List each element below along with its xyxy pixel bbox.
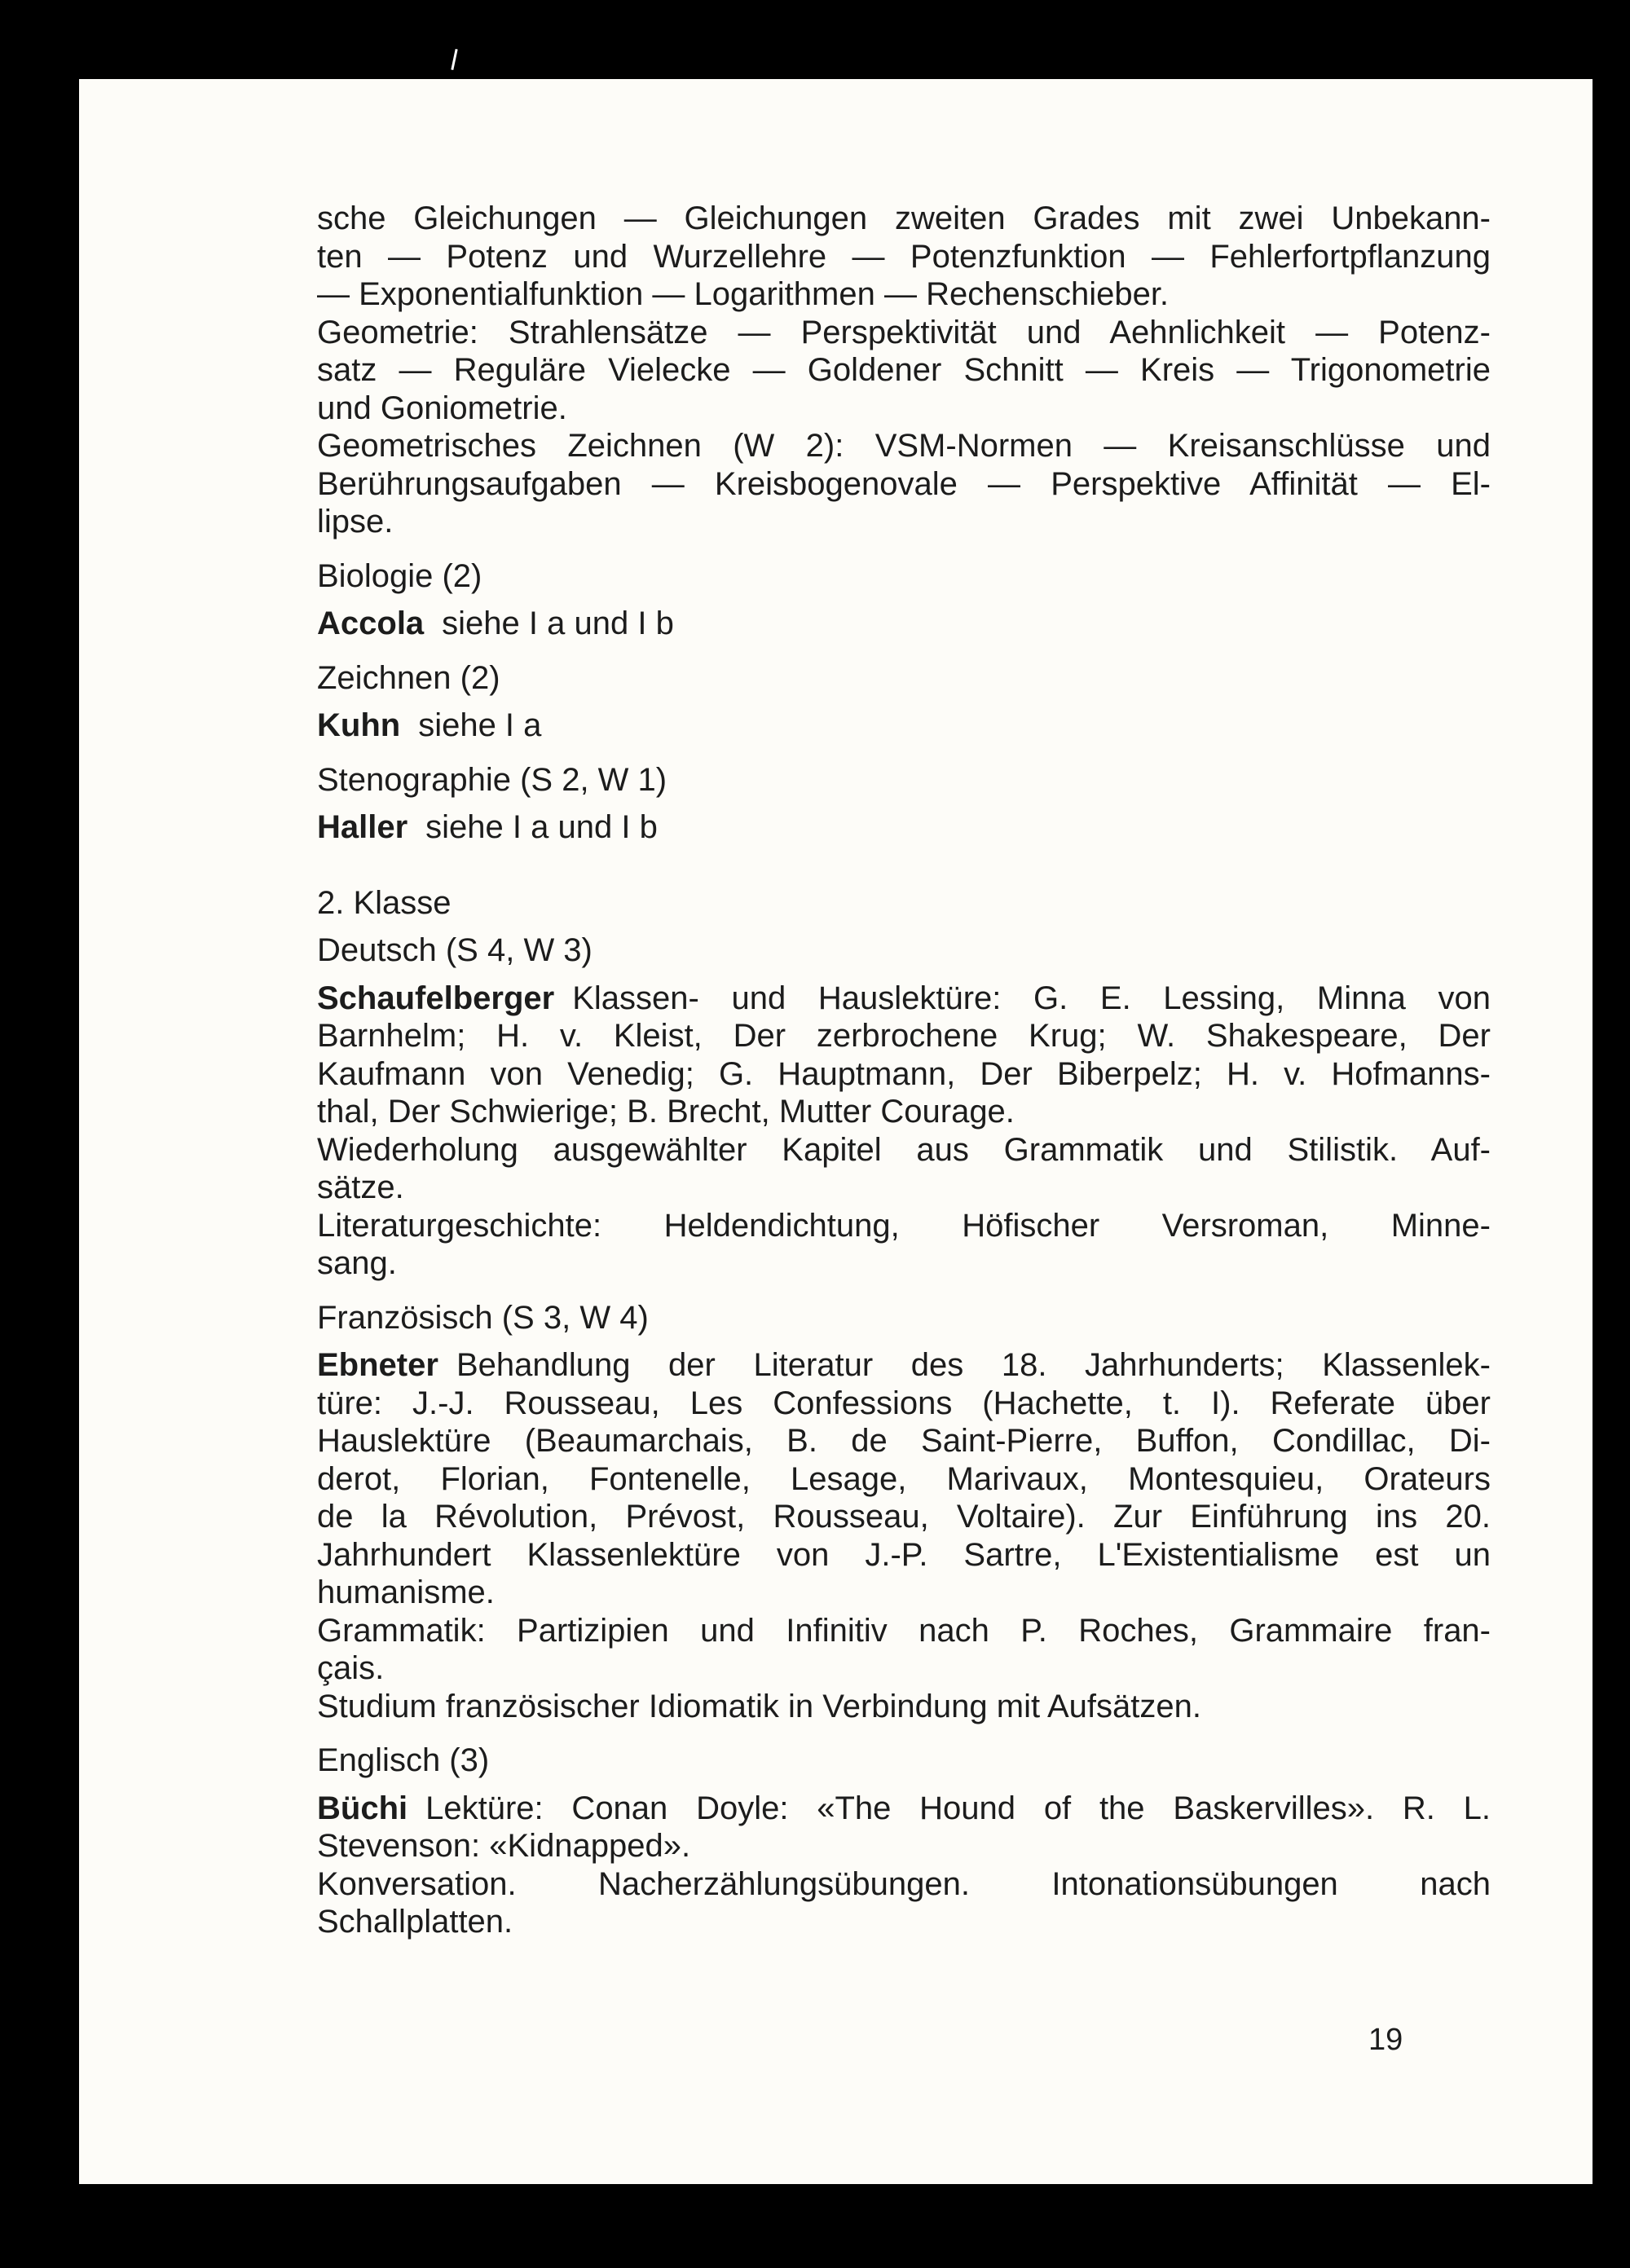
text-line: sche Gleichungen — Gleichungen zweiten Grades mit zwei Unbekann- [317,200,1491,236]
text-line: Kaufmann von Venedig; G. Hauptmann, Der Biberpelz; H. v. Hofmanns- [317,1055,1491,1092]
teacher-name: Schaufelberger [317,980,555,1016]
text-line: Geometrie: Strahlensätze — Perspektivität und Aehnlichkeit — Potenz- [317,314,1491,350]
text-line: Geometrisches Zeichnen (W 2): VSM-Normen — Kreisanschlüsse und [317,428,1491,464]
subject-heading-deutsch: Deutsch (S 4, W 3) [317,932,593,968]
teacher-text: siehe I a und I b [442,606,674,641]
teacher-entry-biologie [317,605,1491,643]
document-page [79,79,1593,2184]
text-line: derot, Florian, Fontenelle, Lesage, Marivaux, Montesquieu, Orateurs [317,1460,1491,1497]
subject-heading-zeichnen: Zeichnen (2) [317,659,500,696]
text-line: Hauslektüre (Beaumarchais, B. de Saint-Pierre, Buffon, Condillac, Di- [317,1423,1491,1459]
page-content [317,200,1491,1941]
text-line: Barnhelm; H. v. Kleist, Der zerbrochene Krug; W. Shakespeare, Der [317,1018,1491,1054]
teacher-name: Kuhn [317,707,401,743]
text-line: çais. [317,1650,385,1686]
text-line: Wiederholung ausgewählter Kapitel aus Grammatik und Stilistik. Auf- [317,1131,1491,1168]
text-line: Schallplatten. [317,1904,513,1940]
teacher-text: siehe I a und I b [425,809,658,845]
text-line: türe: J.-J. Rousseau, Les Confessions (Hachette, t. I). Referate über [317,1385,1491,1421]
teacher-name: Haller [317,809,408,845]
text-line: de la Révolution, Prévost, Rousseau, Voltaire). Zur Einführung ins 20. [317,1499,1491,1535]
subject-body-franzoesisch [317,1346,1491,1725]
page-number: 19 [1368,2023,1403,2057]
text-line: Grammatik: Partizipien und Infinitiv nach P. Roches, Grammaire fran- [317,1612,1491,1649]
subject-heading-franzoesisch: Französisch (S 3, W 4) [317,1299,649,1336]
text-line: Literaturgeschichte: Heldendichtung, Höfischer Versroman, Minne- [317,1207,1491,1244]
scan-mark [451,49,457,70]
text-line: thal, Der Schwierige; B. Brecht, Mutter Courage. [317,1094,1015,1130]
text-line: — Exponentialfunktion — Logarithmen — Rechenschieber. [317,276,1170,312]
subject-body-deutsch [317,980,1491,1283]
text-run: Behandlung der Literatur des 18. Jahrhunderts; Klassenlek- [456,1347,1491,1383]
text-line: Stevenson: «Kidnapped». [317,1828,691,1864]
teacher-name: Büchi [317,1790,408,1826]
text-line [317,1790,1491,1828]
math-paragraph [317,200,1491,541]
teacher-text: siehe I a [418,707,542,743]
teacher-name: Accola [317,606,425,641]
text-line [317,980,1491,1018]
teacher-entry-stenographie [317,808,1491,847]
text-line: und Goniometrie. [317,390,567,426]
text-line: humanisme. [317,1574,495,1610]
subject-heading-stenographie: Stenographie (S 2, W 1) [317,761,667,798]
text-run: Lektüre: Conan Doyle: «The Hound of the Baskervilles». R. L. [425,1790,1491,1826]
class-heading: 2. Klasse [317,884,452,921]
teacher-entry-zeichnen [317,707,1491,745]
text-run: Klassen- und Hauslektüre: G. E. Lessing, Minna von [572,980,1491,1016]
text-line [317,1346,1491,1385]
subject-heading-englisch: Englisch (3) [317,1742,490,1778]
subject-heading-biologie: Biologie (2) [317,557,482,594]
text-line: sätze. [317,1169,404,1205]
text-line: Konversation. Nacherzählungsübungen. Intonationsübungen nach [317,1865,1491,1902]
text-line: satz — Reguläre Vielecke — Goldener Schnitt — Kreis — Trigonometrie [317,352,1491,388]
text-line: Studium französischer Idiomatik in Verbindung mit Aufsätzen. [317,1688,1201,1724]
text-line: Berührungsaufgaben — Kreisbogenovale — Perspektive Affinität — El- [317,465,1491,502]
text-line: sang. [317,1245,397,1281]
text-line: lipse. [317,504,394,539]
text-line: Jahrhundert Klassenlektüre von J.-P. Sartre, L'Existentialisme est un [317,1536,1491,1573]
text-line: ten — Potenz und Wurzellehre — Potenzfunktion — Fehlerfortpflanzung [317,238,1491,275]
subject-body-englisch [317,1790,1491,1941]
teacher-name: Ebneter [317,1347,438,1383]
